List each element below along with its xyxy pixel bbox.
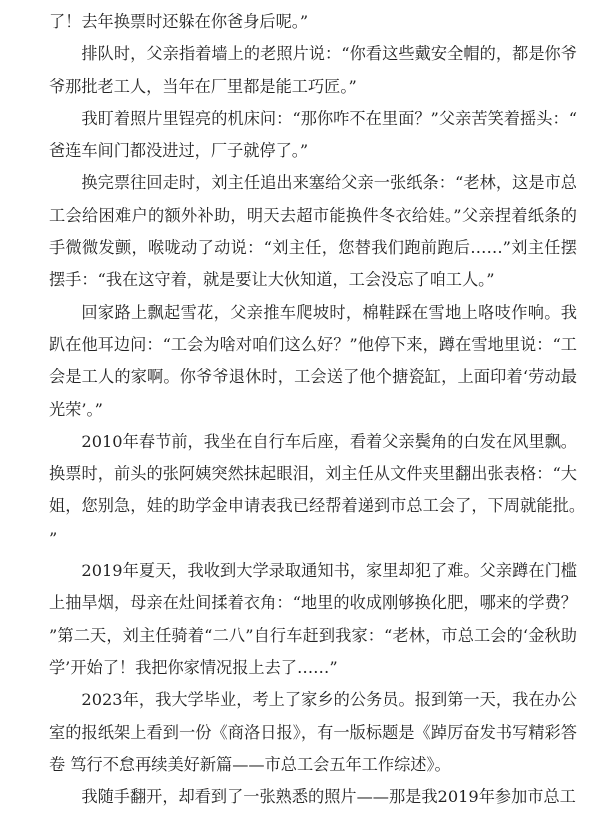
paragraph-7: 2019年夏天，我收到大学录取通知书，家里却犯了难。父亲蹲在门槛上抽旱烟，母亲在灶间揉着衣角：“地里的收成刚够换化肥，哪来的学费？”第二天，刘主任骑着“二八”自行车赶到我家：“老林，市总工会的‘金秋助学’开始了！我把你家情况报上去了……” — [49, 561, 577, 677]
paragraph-8: 2023年，我大学毕业，考上了家乡的公务员。报到第一天，我在办公室的报纸架上看到一份《商洛日报》，有一版标题是《踔厉奋发书写精彩答卷 笃行不怠再续美好新篇——市总工会五年工作综述》。 — [49, 690, 577, 774]
paragraph-2: 排队时，父亲指着墙上的老照片说：“你看这些戴安全帽的，都是你爷爷那批老工人，当年在厂里都是能工巧匠。” — [49, 44, 577, 96]
paragraph-4: 换完票往回走时，刘主任追出来塞给父亲一张纸条：“老林，这是市总工会给困难户的额外补助，明天去超市能换件冬衣给娃。”父亲捏着纸条的手微微发颤，喉咙动了动说：“刘主任，您替我们跑前跑后……”刘主任摆摆手：“我在这守着，就是要让大伙知道，工会没忘了咱工人。” — [49, 173, 577, 290]
paragraph-6: 2010年春节前，我坐在自行车后座，看着父亲鬓角的白发在风里飘。换票时，前头的张阿姨突然抹起眼泪，刘主任从文件夹里翻出张表格：“大姐，您别急，娃的助学金申请表我已经帮着递到市总工会了，下周就能批。” — [49, 431, 577, 548]
paragraph-3: 我盯着照片里锃亮的机床问：“那你咋不在里面？”父亲苦笑着摇头：“爸连车间门都没进过，厂子就停了。” — [49, 108, 577, 161]
paragraph-5: 回家路上飘起雪花，父亲推车爬坡时，棉鞋踩在雪地上咯吱作响。我趴在他耳边问：“工会为啥对咱们这么好？”他停下来，蹲在雪地里说：“工会是工人的家啊。你爷爷退休时，工会送了他个搪瓷缸，上面印着‘劳动最光荣’。” — [49, 302, 577, 419]
paragraph-1: 了！去年换票时还躲在你爸身后呢。” — [49, 12, 309, 31]
document-page — [49, 6, 577, 813]
paragraph-9: 我随手翻开，却看到了一张熟悉的照片——那是我2019年参加市总工 — [81, 787, 576, 807]
